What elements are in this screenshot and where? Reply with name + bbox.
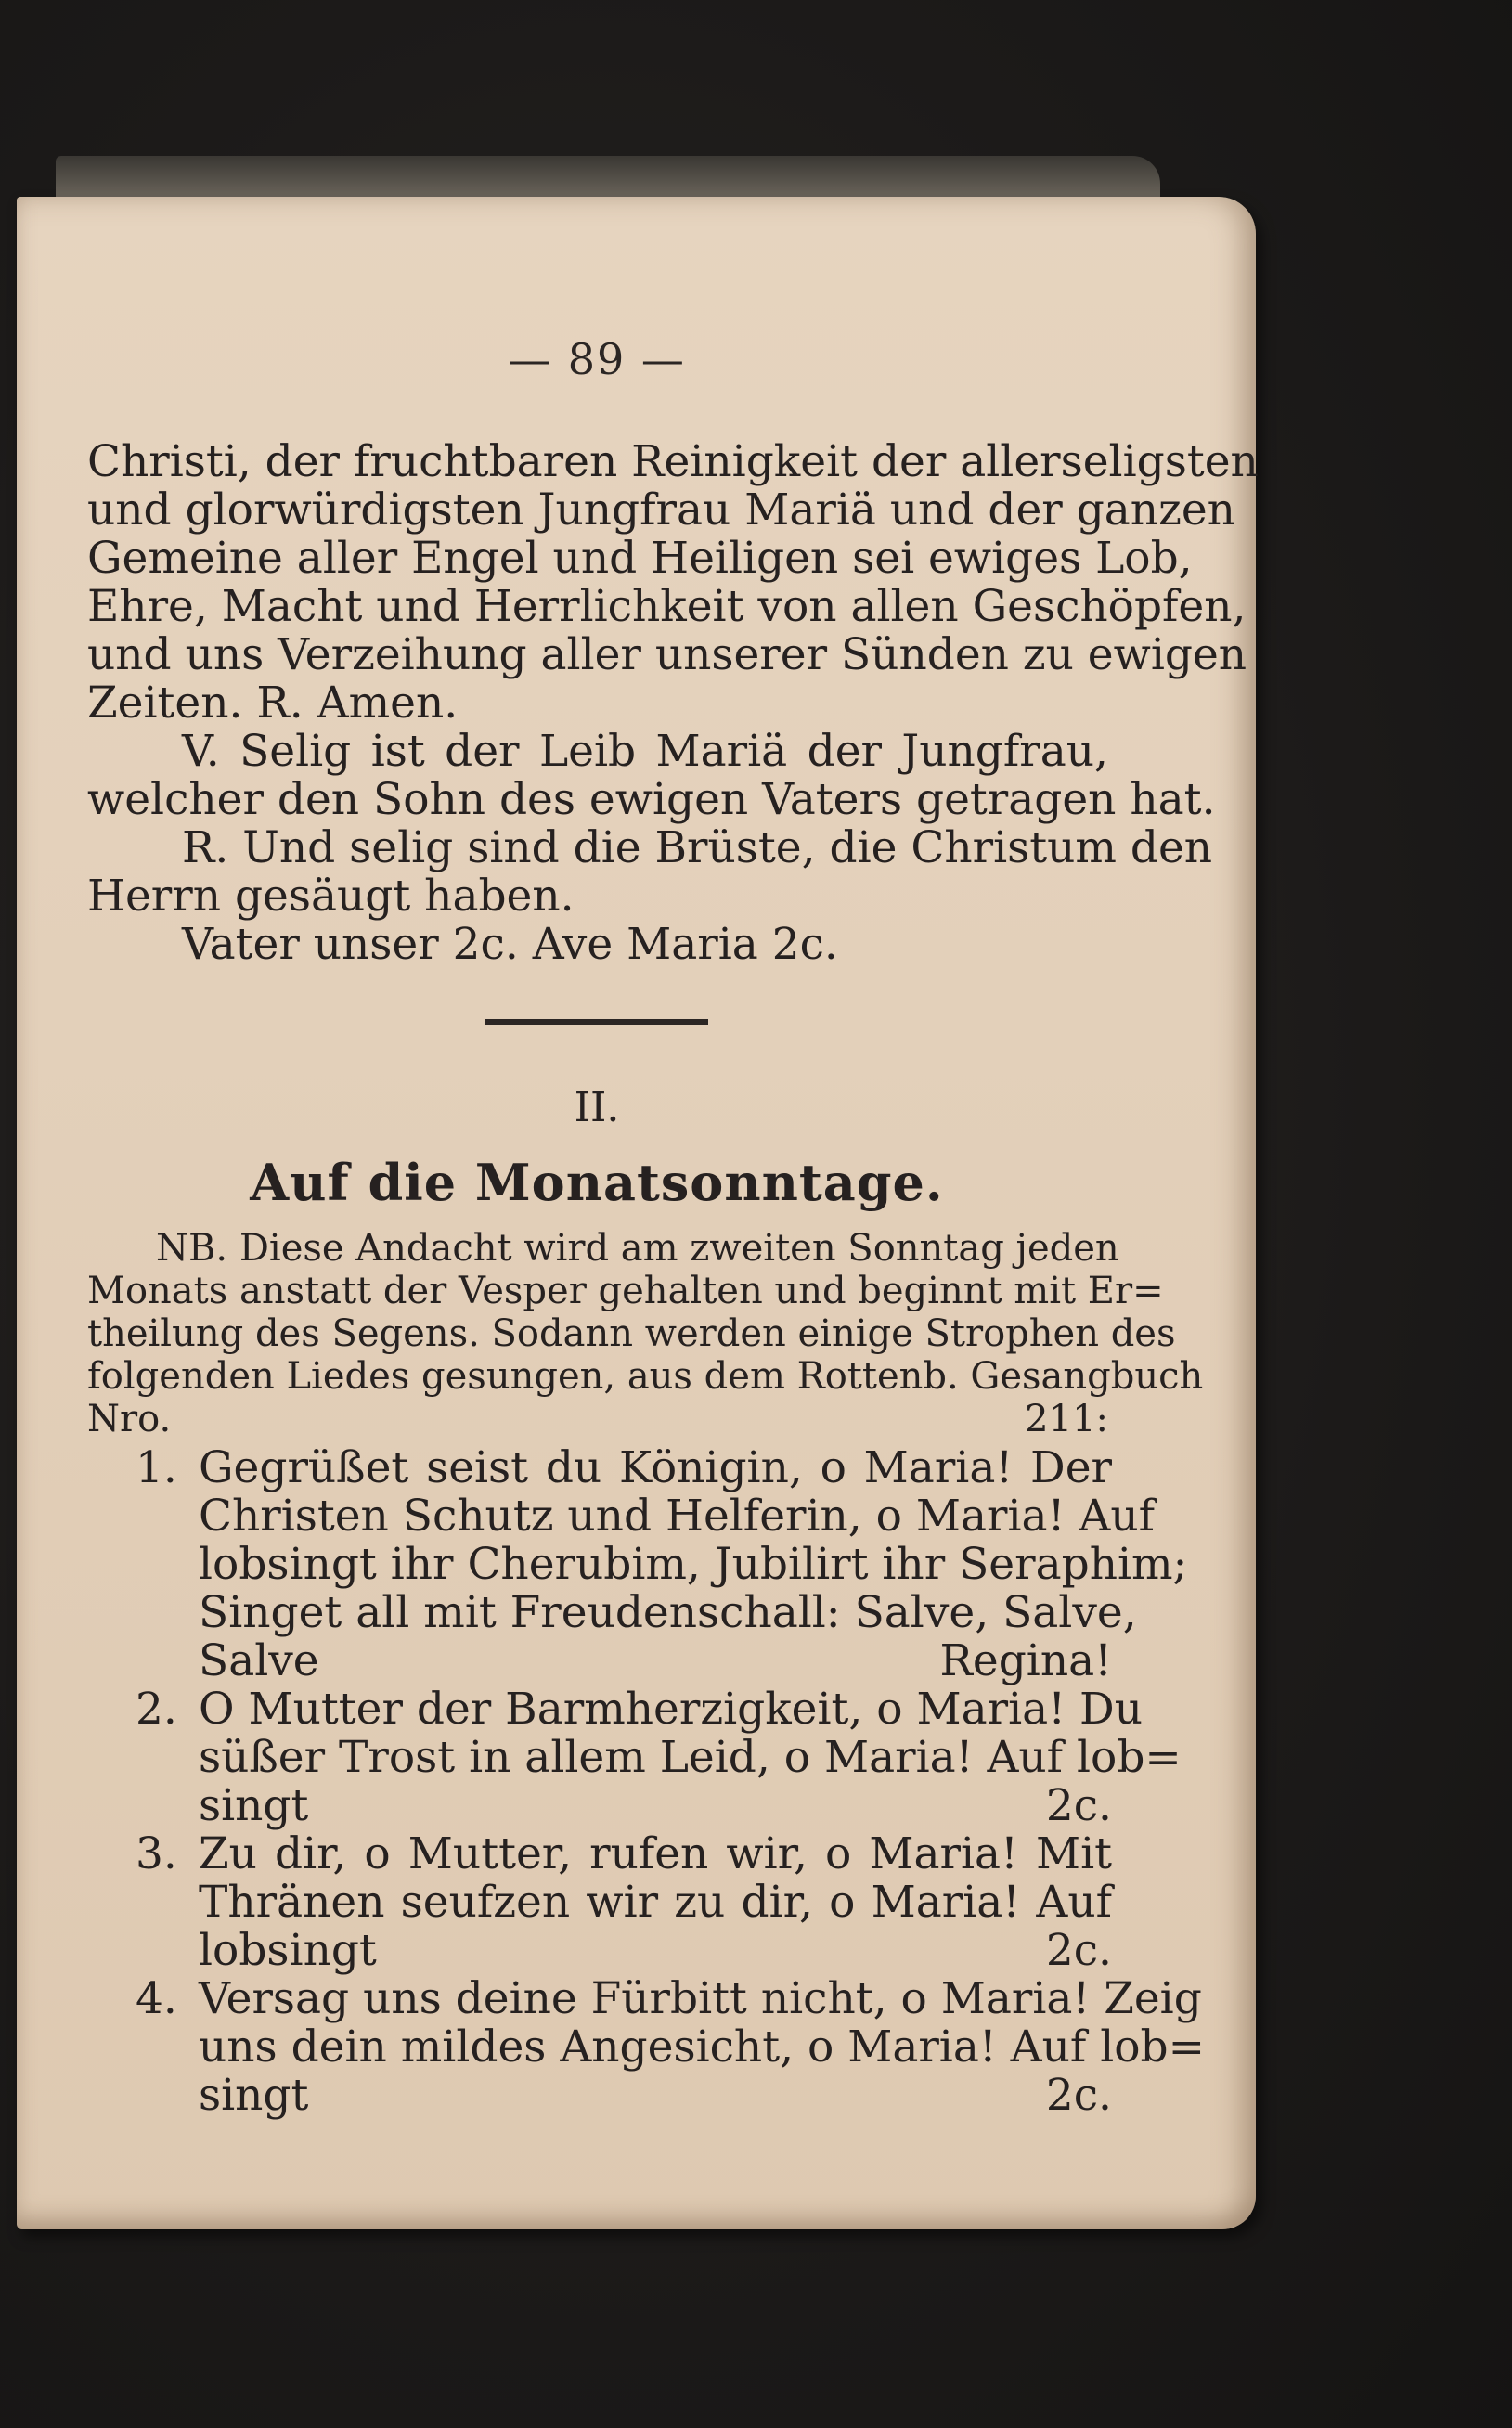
verse-line: Christen Schutz und Helferin, o Maria! Auf	[199, 1491, 1156, 1542]
note-line: NB. Diese Andacht wird am zweiten Sonntag jeden	[156, 1227, 1119, 1270]
verse-line: Salve Regina!	[199, 1635, 1112, 1686]
verse-line: Singet all mit Freudenschall: Salve, Salve,	[199, 1587, 1137, 1638]
versicle-line: V. Selig ist der Leib Mariä der Jungfrau,	[182, 726, 1108, 777]
verse-number: 3.	[136, 1828, 177, 1879]
body-line: Gemeine aller Engel und Heiligen sei ewiges Lob,	[87, 533, 1193, 584]
verse-line: lobsingt 2c.	[199, 1925, 1112, 1976]
book-page	[17, 197, 1259, 2229]
verse-line: uns dein mildes Angesicht, o Maria! Auf lob=	[199, 2021, 1206, 2073]
page-number: — 89 —	[508, 334, 686, 384]
section-divider	[485, 1019, 708, 1025]
verse-line: Gegrüßet seist du Königin, o Maria! Der	[199, 1442, 1112, 1493]
note-line: theilung des Segens. Sodann werden einige Strophen des	[87, 1312, 1176, 1355]
verse-number: 4.	[136, 1973, 177, 2024]
body-line: und uns Verzeihung aller unserer Sünden zu ewigen	[87, 629, 1247, 680]
verse-line: singt 2c.	[199, 2070, 1112, 2121]
note-line: Nro. 211:	[87, 1398, 1108, 1440]
note-line: Monats anstatt der Vesper gehalten und beginnt mit Er=	[87, 1270, 1164, 1312]
note-line: folgenden Liedes gesungen, aus dem Rottenb. Gesangbuch	[87, 1355, 1204, 1398]
verse-line: O Mutter der Barmherzigkeit, o Maria! Du	[199, 1684, 1143, 1735]
prayer-line: Vater unser 2c. Ave Maria 2c.	[182, 919, 838, 970]
verse-line: Versag uns deine Fürbitt nicht, o Maria! Zeig	[199, 1973, 1202, 2024]
versicle-line: welcher den Sohn des ewigen Vaters getragen hat.	[87, 774, 1216, 825]
body-line: und glorwürdigsten Jungfrau Mariä und der ganzen	[87, 484, 1235, 536]
verse-number: 1.	[136, 1442, 177, 1493]
response-line: Herrn gesäugt haben.	[87, 871, 575, 922]
response-line: R. Und selig sind die Brüste, die Christum den	[182, 822, 1213, 873]
verse-number: 2.	[136, 1684, 177, 1735]
verse-line: singt 2c.	[199, 1780, 1112, 1831]
verse-line: Zu dir, o Mutter, rufen wir, o Maria! Mit	[199, 1828, 1112, 1879]
verse-line: Thränen seufzen wir zu dir, o Maria! Auf	[199, 1877, 1112, 1928]
section-number: II.	[574, 1084, 620, 1131]
body-line: Ehre, Macht und Herrlichkeit von allen Geschöpfen,	[87, 581, 1247, 632]
body-line: Zeiten. R. Amen.	[87, 678, 459, 729]
verse-line: süßer Trost in allem Leid, o Maria! Auf lob=	[199, 1732, 1182, 1783]
verse-line: lobsingt ihr Cherubim, Jubilirt ihr Seraphim;	[199, 1539, 1188, 1590]
section-title: Auf die Monatsonntage.	[250, 1153, 944, 1212]
body-line: Christi, der fruchtbaren Reinigkeit der allerseligsten	[87, 436, 1259, 487]
